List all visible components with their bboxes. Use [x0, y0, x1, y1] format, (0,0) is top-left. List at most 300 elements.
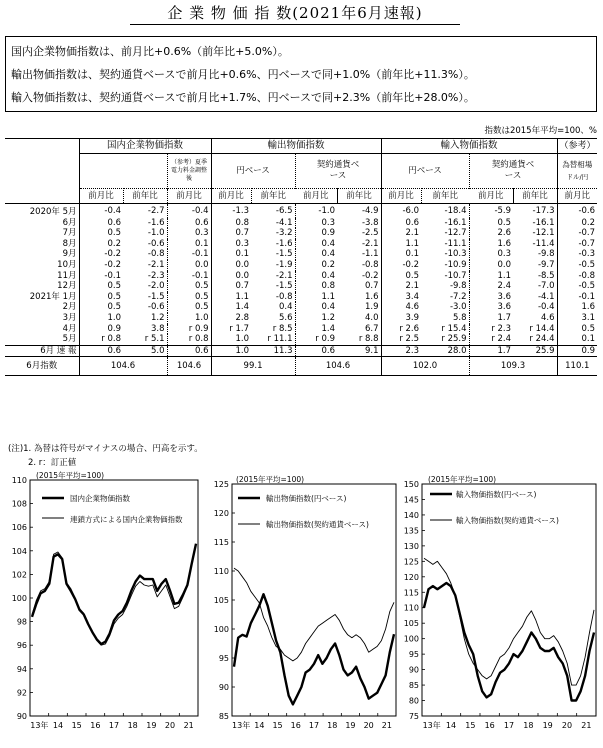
table-cell: 1.7	[497, 312, 512, 323]
legend-label: 輸出物価指数(円ベース)	[266, 494, 347, 503]
table-cell: 0.9	[321, 228, 336, 239]
table-cell: -16.1	[513, 218, 557, 229]
table-cell: -0.2	[337, 271, 381, 282]
table-cell: 1.7	[497, 345, 512, 356]
row-label: 9月	[5, 249, 79, 260]
table-cell: -4.1	[251, 218, 295, 229]
table-cell: 0.5	[107, 228, 121, 239]
chart-export	[204, 470, 400, 748]
table-cell: 1.0	[235, 345, 250, 356]
x-tick-label: 16	[484, 721, 495, 730]
x-tick-label: 13年	[422, 721, 441, 730]
table-cell: -10.9	[421, 260, 469, 271]
table-cell: 0.5	[581, 323, 596, 334]
row-label: 4月	[5, 324, 79, 335]
y-tick-label: 95	[408, 650, 419, 660]
x-tick-label: 21	[183, 721, 194, 730]
group-domestic: 国内企業物価指数	[79, 139, 211, 154]
table-row	[5, 260, 597, 271]
plot-frame	[232, 484, 396, 716]
summary-import: 輸入物価指数は、契約通貨ベースで前月比+1.7%、円ベースで同+2.3%（前年比+28.0%）。	[11, 91, 475, 104]
table-cell: 4.6	[513, 313, 557, 324]
y-tick-label: 145	[403, 495, 419, 505]
table-cell: -2.7	[123, 204, 167, 218]
table-cell: 5.8	[421, 313, 469, 324]
table-cell: 6.7	[337, 324, 381, 335]
y-tick-label: 75	[408, 712, 419, 721]
row-label: 3月	[5, 313, 79, 324]
table-cell: r 1.7	[229, 323, 250, 334]
table-cell: r 25.9	[421, 334, 469, 345]
table-cell: 0.7	[235, 228, 250, 239]
table-cell: 1.4	[321, 323, 336, 334]
table-cell: r 15.4	[421, 324, 469, 335]
table-cell: r 24.4	[513, 334, 557, 345]
series-line	[234, 568, 394, 661]
table-cell: 4.6	[405, 302, 420, 313]
index-label: 6月指数	[5, 357, 79, 376]
row-label: 2月	[5, 302, 79, 313]
sub-import-yen: 円ベース	[381, 154, 469, 189]
group-ref: （参考）	[557, 139, 597, 154]
index-row	[5, 357, 597, 376]
table-row	[5, 228, 597, 239]
table-cell: -0.6	[578, 205, 596, 216]
table-cell: -0.1	[104, 270, 121, 281]
table-cell: -0.5	[578, 281, 596, 292]
col-header: 前月比	[211, 189, 251, 204]
table-cell: 1.6	[497, 238, 512, 249]
unit-note: 指数は2015年平均=100、%	[484, 126, 597, 136]
table-cell: 2.6	[497, 228, 512, 239]
table-cell: 4.0	[337, 313, 381, 324]
x-tick-label: 20	[164, 721, 176, 730]
table-cell: r 8.5	[251, 324, 295, 335]
row-label: 2020年 5月	[5, 204, 79, 218]
chart-domestic	[2, 470, 202, 748]
table-cell: 0.4	[251, 302, 295, 313]
x-tick-label: 18	[523, 721, 534, 730]
y-tick-label: 92	[16, 688, 27, 698]
table-cell: -10.3	[421, 249, 469, 260]
table-cell: -3.8	[337, 218, 381, 229]
x-tick-label: 20	[363, 721, 374, 730]
table-cell: r 2.3	[491, 323, 512, 334]
table-cell: -6.0	[402, 205, 420, 216]
table-cell: r 0.9	[167, 324, 211, 335]
index-value: 104.6	[79, 357, 167, 376]
table-cell: r 0.8	[167, 334, 211, 345]
row-label: 7月	[5, 228, 79, 239]
y-tick-label: 102	[11, 570, 27, 580]
note-2: 2. r：訂正値	[28, 458, 77, 468]
table-cell: r 2.4	[491, 334, 512, 345]
x-tick-label: 16	[90, 721, 101, 730]
legend-label: 輸入物価指数(契約通貨ベース)	[456, 516, 559, 525]
sub-fx-unit: ドル/円	[566, 173, 589, 181]
table-cell: 3.1	[581, 312, 596, 323]
col-header: 前年比	[421, 189, 469, 204]
sub-elec: （参考）夏季電力料金調整後	[167, 154, 211, 189]
table-cell: -1.6	[123, 218, 167, 229]
table-cell: 1.1	[405, 238, 420, 249]
y-tick-label: 110	[11, 476, 27, 485]
table-cell: 0.8	[321, 281, 336, 292]
table-cell: -7.0	[513, 281, 557, 292]
table-row	[5, 313, 597, 324]
table-cell: 0.5	[107, 281, 121, 292]
table-cell: -2.5	[337, 228, 381, 239]
col-header: 前月比	[381, 189, 421, 204]
table-row	[5, 345, 597, 357]
table-cell: -0.4	[104, 205, 121, 216]
table-cell: 1.6	[337, 292, 381, 303]
table-cell: -0.8	[337, 260, 381, 271]
index-value: 109.3	[469, 357, 557, 376]
y-tick-label: 125	[213, 480, 229, 489]
table-cell: 5.0	[123, 345, 167, 357]
index-value: 99.1	[211, 357, 295, 376]
table-cell: 0.5	[167, 302, 211, 313]
y-tick-label: 115	[213, 538, 229, 547]
table-cell: -0.5	[578, 259, 596, 270]
y-tick-label: 150	[403, 480, 419, 489]
table-cell: -0.6	[123, 239, 167, 250]
y-tick-label: 105	[213, 596, 229, 605]
table-cell: 0.9	[107, 323, 121, 334]
table-cell: 3.6	[497, 302, 512, 313]
y-tick-label: 140	[403, 510, 419, 520]
table-cell: 0.8	[235, 217, 250, 228]
x-tick-label: 18	[327, 721, 338, 730]
group-export: 輸出物価指数	[211, 139, 381, 154]
table-cell: -10.7	[421, 271, 469, 282]
table-cell: 0.5	[107, 302, 121, 313]
index-value: 104.6	[295, 357, 381, 376]
summary-export: 輸出物価指数は、契約通貨ベースで前月比+0.6%、円ベースで同+1.0%（前年比+11.3%）。	[11, 68, 475, 81]
table-cell: 0.0	[497, 259, 512, 270]
table-cell: 3.4	[405, 291, 420, 302]
table-cell: 2.8	[235, 312, 250, 323]
table-cell: 0.1	[235, 249, 250, 260]
table-cell: -12.7	[421, 228, 469, 239]
col-header: 前年比	[337, 189, 381, 204]
table-cell: 0.0	[235, 270, 250, 281]
table-cell: 0.1	[405, 249, 420, 260]
table-row	[5, 292, 597, 303]
table-row	[5, 334, 597, 345]
table-cell: 0.4	[321, 238, 336, 249]
table-cell: 0.5	[107, 291, 121, 302]
table-cell: -2.1	[123, 260, 167, 271]
table-cell: 0.4	[321, 270, 336, 281]
col-header: 前年比	[513, 189, 557, 204]
x-tick-label: 19	[146, 721, 157, 730]
table-cell: 1.0	[107, 312, 121, 323]
table-cell: 25.9	[513, 345, 557, 357]
table-cell: -17.3	[513, 204, 557, 218]
y-tick-label: 120	[403, 572, 419, 582]
row-label: 11月	[5, 271, 79, 282]
col-header: 前月比	[557, 189, 597, 204]
table-cell: -0.1	[167, 249, 211, 260]
table-cell: 2.4	[497, 281, 512, 292]
table-cell: 28.0	[421, 345, 469, 357]
x-tick-label: 18	[127, 721, 138, 730]
sub-fx: 為替相場	[562, 160, 593, 169]
table-cell: -0.1	[578, 291, 596, 302]
table-cell: -0.8	[578, 270, 596, 281]
col-header: 前年比	[251, 189, 295, 204]
table-cell: 2.1	[405, 228, 420, 239]
table-cell: 0.3	[321, 217, 336, 228]
table-row	[5, 302, 597, 313]
table-cell: -18.4	[421, 204, 469, 218]
y-tick-label: 105	[403, 619, 419, 629]
table-cell: 0.6	[167, 345, 211, 357]
table-cell: 0.0	[167, 260, 211, 271]
table-cell: -1.1	[337, 249, 381, 260]
table-cell: 0.5	[167, 292, 211, 303]
table-cell: 1.0	[167, 313, 211, 324]
y-tick-label: 100	[11, 594, 27, 603]
table-cell: -0.7	[578, 228, 596, 239]
table-cell: -12.1	[513, 228, 557, 239]
col-header: 前月比	[295, 189, 337, 204]
table-row	[5, 239, 597, 250]
y-tick-label: 95	[218, 654, 229, 663]
table-cell: -3.0	[421, 302, 469, 313]
table-cell: r 0.8	[101, 334, 121, 345]
table-cell: -9.8	[421, 281, 469, 292]
y-tick-label: 108	[11, 499, 27, 509]
chart-title: (2015年平均=100)	[236, 475, 305, 484]
y-tick-label: 90	[16, 712, 27, 721]
table-cell: 0.6	[405, 217, 420, 228]
sub-import-contract: 契約通貨ベース	[469, 154, 557, 189]
table-cell: -0.4	[167, 204, 211, 218]
sub-export-contract: 契約通貨ベース	[295, 154, 381, 189]
table-cell: 1.2	[123, 313, 167, 324]
table-cell: 0.6	[107, 217, 121, 228]
table-cell: -11.1	[421, 239, 469, 250]
table-cell: r 14.4	[513, 324, 557, 335]
group-import: 輸入物価指数	[381, 139, 557, 154]
table-cell: r 5.1	[123, 334, 167, 345]
table-cell: 0.3	[235, 238, 250, 249]
legend-label: 国内企業物価指数	[70, 494, 130, 503]
table-cell: -7.2	[421, 292, 469, 303]
table-row	[5, 324, 597, 335]
x-tick-label: 16	[290, 721, 301, 730]
table-cell: -1.0	[318, 205, 336, 216]
y-tick-label: 104	[11, 546, 27, 556]
y-tick-label: 115	[403, 588, 419, 598]
table-cell: 0.4	[321, 302, 336, 313]
y-tick-label: 106	[11, 523, 27, 533]
table-cell: -0.3	[578, 249, 596, 260]
series-line	[424, 558, 594, 685]
table-cell: 0.2	[321, 259, 336, 270]
row-label: 12月	[5, 281, 79, 292]
table-cell: -0.2	[104, 259, 121, 270]
table-cell: -0.8	[251, 292, 295, 303]
y-tick-label: 96	[16, 641, 27, 651]
x-tick-label: 21	[381, 721, 392, 730]
table-cell: 0.4	[321, 249, 336, 260]
x-tick-label: 13年	[232, 721, 251, 730]
table-cell: 2.3	[405, 345, 420, 356]
x-tick-label: 20	[561, 721, 573, 730]
legend-label: 輸入物価指数(円ベース)	[456, 490, 537, 499]
table-row	[5, 271, 597, 282]
table-cell: 0.0	[235, 259, 250, 270]
table-cell: r 0.9	[315, 334, 336, 345]
table-cell: -8.5	[513, 271, 557, 282]
x-tick-label: 19	[542, 721, 553, 730]
table-cell: r 8.8	[337, 334, 381, 345]
table-cell: -4.1	[513, 292, 557, 303]
table-cell: -3.2	[251, 228, 295, 239]
legend-label: 連鎖方式による国内企業物価指数	[70, 515, 183, 524]
y-tick-label: 98	[16, 617, 27, 627]
col-header: 前年比	[123, 189, 167, 204]
table-cell: -0.6	[123, 302, 167, 313]
table-cell: -9.8	[513, 249, 557, 260]
x-tick-label: 13年	[30, 721, 49, 730]
y-tick-label: 85	[218, 712, 229, 721]
table-cell: r 11.1	[251, 334, 295, 345]
index-value: 104.6	[167, 357, 211, 376]
table-cell: -2.0	[123, 281, 167, 292]
table-cell: 0.5	[405, 270, 420, 281]
table-cell: 0.6	[321, 345, 336, 356]
col-header: 前月比	[469, 189, 513, 204]
table-cell: -0.4	[513, 302, 557, 313]
summary-domestic: 国内企業物価指数は、前月比+0.6%（前年比+5.0%）。	[11, 45, 289, 58]
table-cell: -0.2	[104, 249, 121, 260]
table-cell: r 2.6	[399, 323, 420, 334]
series-line	[234, 594, 394, 704]
y-tick-label: 100	[403, 634, 419, 644]
x-tick-label: 19	[345, 721, 356, 730]
row-label: 8月	[5, 239, 79, 250]
table-cell: 0.5	[497, 217, 512, 228]
price-index-table	[5, 138, 597, 376]
chart-title: (2015年平均=100)	[428, 475, 497, 484]
table-cell: 0.2	[581, 217, 596, 228]
x-tick-label: 14	[254, 721, 265, 730]
table-row	[5, 281, 597, 292]
x-tick-label: 14	[445, 721, 457, 730]
y-tick-label: 110	[213, 567, 229, 576]
table-cell: -16.1	[421, 218, 469, 229]
col-header: 前月比	[79, 189, 123, 204]
x-tick-label: 21	[581, 721, 592, 730]
x-tick-label: 17	[108, 721, 120, 730]
table-cell: 0.9	[581, 345, 596, 356]
table-cell: -0.1	[167, 271, 211, 282]
table-cell: 0.6	[107, 345, 121, 356]
table-cell: 0.7	[235, 281, 250, 292]
table-cell: r 2.5	[399, 334, 420, 345]
series-line	[32, 544, 196, 644]
table-cell: -5.9	[494, 205, 512, 216]
x-tick-label: 14	[52, 721, 64, 730]
table-row	[5, 218, 597, 229]
y-tick-label: 130	[403, 541, 419, 551]
y-tick-label: 135	[403, 526, 419, 536]
x-tick-label: 17	[308, 721, 320, 730]
table-cell: 0.1	[581, 334, 596, 345]
index-value: 110.1	[565, 361, 590, 372]
table-cell: -1.5	[123, 292, 167, 303]
table-cell: -1.5	[251, 281, 295, 292]
table-cell: 1.4	[235, 302, 250, 313]
summary-box	[5, 36, 597, 112]
table-cell: 0.5	[167, 281, 211, 292]
row-label: 10月	[5, 260, 79, 271]
y-tick-label: 90	[218, 683, 229, 692]
table-cell: 5.6	[251, 313, 295, 324]
x-tick-label: 15	[465, 721, 476, 730]
row-label: 5月	[5, 334, 79, 345]
x-tick-label: 15	[71, 721, 82, 730]
page-title: 企 業 物 価 指 数(2021年6月速報)	[130, 2, 460, 25]
table-row	[5, 204, 597, 218]
chart-import	[400, 470, 600, 748]
table-cell: -4.9	[337, 204, 381, 218]
x-tick-label: 17	[503, 721, 515, 730]
table-cell: 3.6	[497, 291, 512, 302]
table-cell: -1.9	[251, 260, 295, 271]
table-cell: -2.3	[123, 271, 167, 282]
table-cell: 1.0	[235, 334, 250, 345]
table-cell: 0.1	[167, 239, 211, 250]
series-line	[424, 583, 594, 701]
y-tick-label: 80	[408, 696, 419, 706]
table-cell: -1.5	[251, 249, 295, 260]
table-cell: -11.4	[513, 239, 557, 250]
notes	[8, 442, 203, 470]
table-cell: 1.2	[321, 312, 336, 323]
table-cell: 1.1	[497, 270, 512, 281]
chart-title: (2015年平均=100)	[36, 471, 105, 480]
table-cell: 0.6	[167, 218, 211, 229]
table-cell: 1.1	[235, 291, 250, 302]
table-cell: 3.9	[405, 312, 420, 323]
legend-label: 輸出物価指数(契約通貨ベース)	[266, 520, 369, 529]
y-tick-label: 110	[403, 603, 419, 613]
table-cell: -0.2	[402, 259, 420, 270]
y-tick-label: 120	[213, 509, 229, 518]
y-tick-label: 100	[213, 625, 229, 634]
table-row	[5, 249, 597, 260]
row-label: 2021年 1月	[5, 292, 79, 303]
table-cell: 11.3	[251, 345, 295, 357]
table-cell: 0.3	[167, 228, 211, 239]
y-tick-label: 85	[408, 681, 419, 691]
table-cell: -1.3	[232, 205, 250, 216]
y-tick-label: 125	[403, 557, 419, 567]
y-tick-label: 90	[408, 665, 419, 675]
x-tick-label: 15	[272, 721, 283, 730]
table-cell: 0.7	[337, 281, 381, 292]
table-cell: -0.7	[578, 238, 596, 249]
table-cell: 0.2	[107, 238, 121, 249]
table-cell: -2.1	[337, 239, 381, 250]
col-header: 前月比	[167, 189, 211, 204]
